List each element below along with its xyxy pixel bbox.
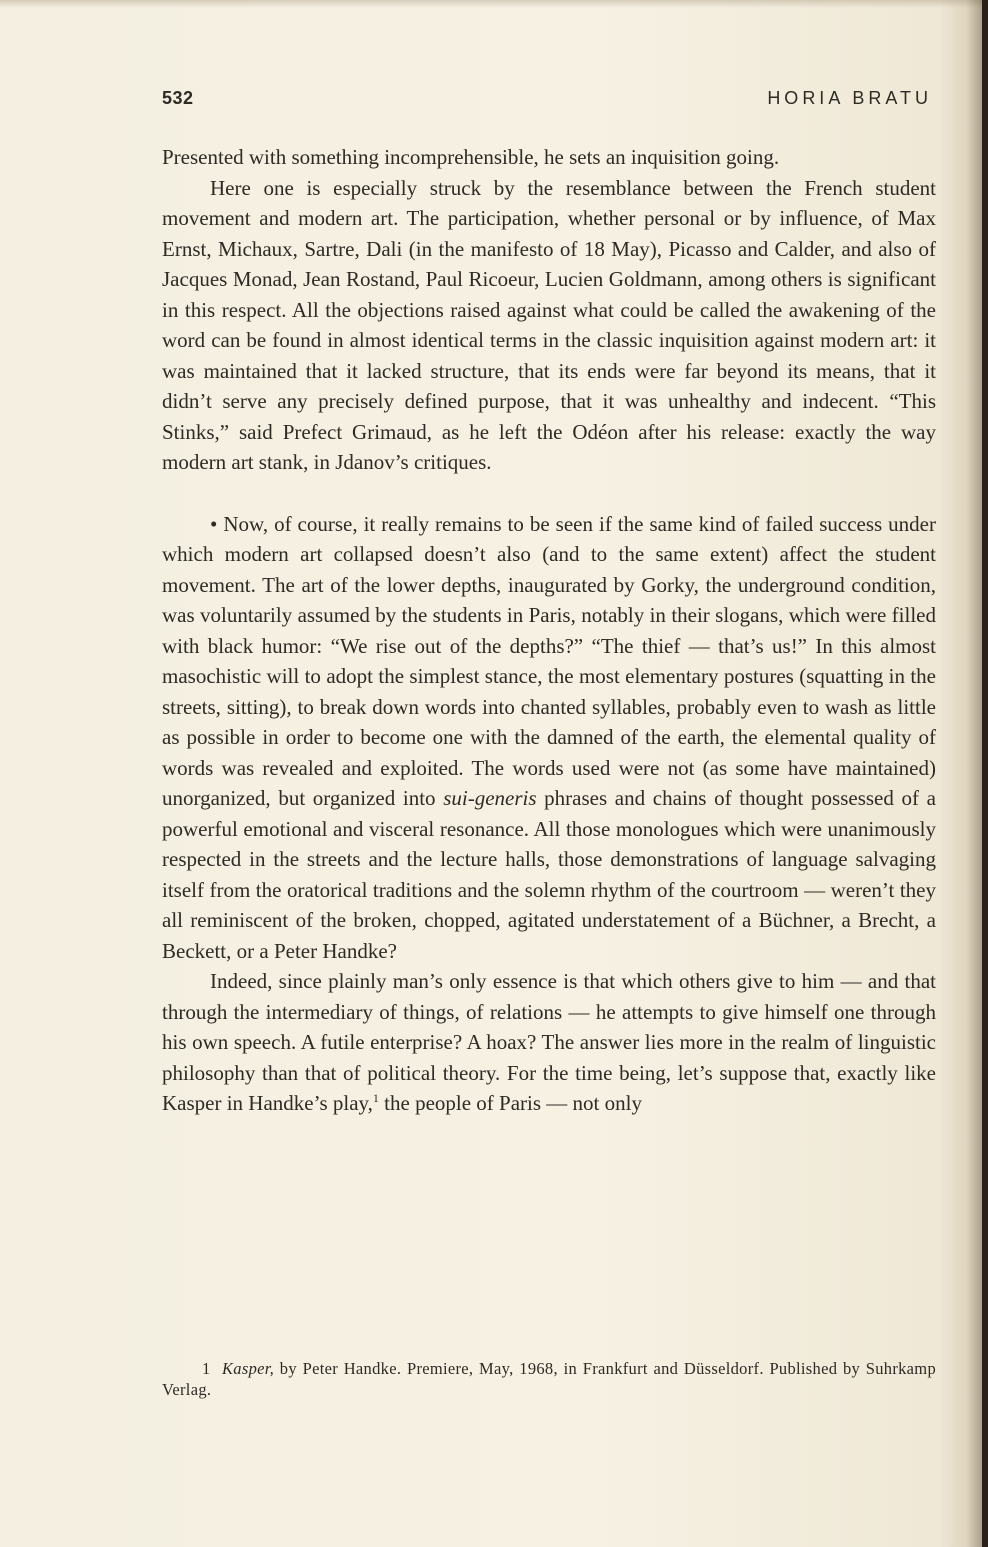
paragraph: Presented with something incomprehensible, he sets an inquisition going.: [162, 145, 780, 169]
bullet-marker: •: [210, 511, 218, 536]
paragraph-text: Indeed, since plainly man’s only essence is that which others give to him — and that through the intermediary of things, of relations — he attempts to give himself one through his own speech. A futile enterprise? A hoax? The answer lies more in the realm of linguistic philosophy than that of political theory. For the time being, let’s suppose that, exactly like Kasper in Handke’s play,: [162, 969, 936, 1115]
page-number: 532: [162, 88, 194, 108]
paragraph-text: Now, of course, it really remains to be seen if the same kind of failed success under which modern art collapsed doesn’t also (and to the same extent) affect the student movement. The art of the lower depths, inaugurated by Gorky, the underground condition, was voluntarily assumed by the students in Paris, notably in their slogans, which were filled with black humor: “We rise out of the depths?” “The thief — that’s us!” In this almost masochistic will to adopt the simplest stance, the most elementary postures (squatting in the streets, sitting), to break down words into chanted syllables, probably even to wash as little as possible in order to become one with the damned of the earth, the elemental quality of words was revealed and exploited. The words used were not (as some have maintained) unorganized, but organized into: [162, 511, 936, 810]
paragraph: [162, 966, 936, 1119]
footnote-title: Kasper,: [222, 1359, 275, 1378]
italic-term: sui-generis: [443, 786, 537, 810]
page-top-shadow: [0, 0, 988, 8]
paragraph-text: phrases and chains of thought possessed of a powerful emotional and visceral resonance. All those monologues which were unanimously respected in the streets and the lecture halls, those demonstrations of language salvaging itself from the oratorical traditions and the solemn rhythm of the courtroom — weren’t they all reminiscent of the broken, chopped, agitated understatement of a Büchner, a Brecht, a Beckett, or a Peter Handke?: [162, 786, 936, 963]
section-paragraph: [162, 509, 936, 967]
paragraph: Here one is especially struck by the resemblance between the French student movement and modern art. The participation, whether personal or by influence, of Max Ernst, Michaux, Sartre, Dali (in the manifesto of 18 May), Picasso and Calder, and also of Jacques Monad, Jean Rostand, Paul Ricoeur, Lucien Goldmann, among others is significant in this respect. All the objections raised against what could be called the awakening of the word can be found in almost identical terms in the classic inquisition against modern art: it was maintained that it lacked structure, that its ends were far beyond its means, that it didn’t serve any precisely defined purpose, that it was unhealthy and indecent. “This Stinks,” said Prefect Grimaud, as he left the Odéon after his release: exactly the way modern art stank, in Jdanov’s critiques.: [162, 175, 936, 474]
footnote-number: 1: [202, 1359, 211, 1378]
book-spine-edge: [982, 0, 988, 1547]
footnote: [162, 1358, 936, 1400]
page-gutter-shadow: [940, 0, 988, 1547]
footnote-reference: 1: [372, 1091, 379, 1105]
page-header: [162, 88, 932, 116]
paragraph-text: the people of Paris — not only: [378, 1091, 642, 1115]
running-head: HORIA BRATU: [767, 88, 932, 108]
footnote-text: by Peter Handke. Premiere, May, 1968, in Frankfurt and Düsseldorf. Published by Suhrkamp Verlag.: [162, 1359, 936, 1399]
body-text: [162, 142, 936, 1119]
footnotes: [162, 1358, 936, 1400]
